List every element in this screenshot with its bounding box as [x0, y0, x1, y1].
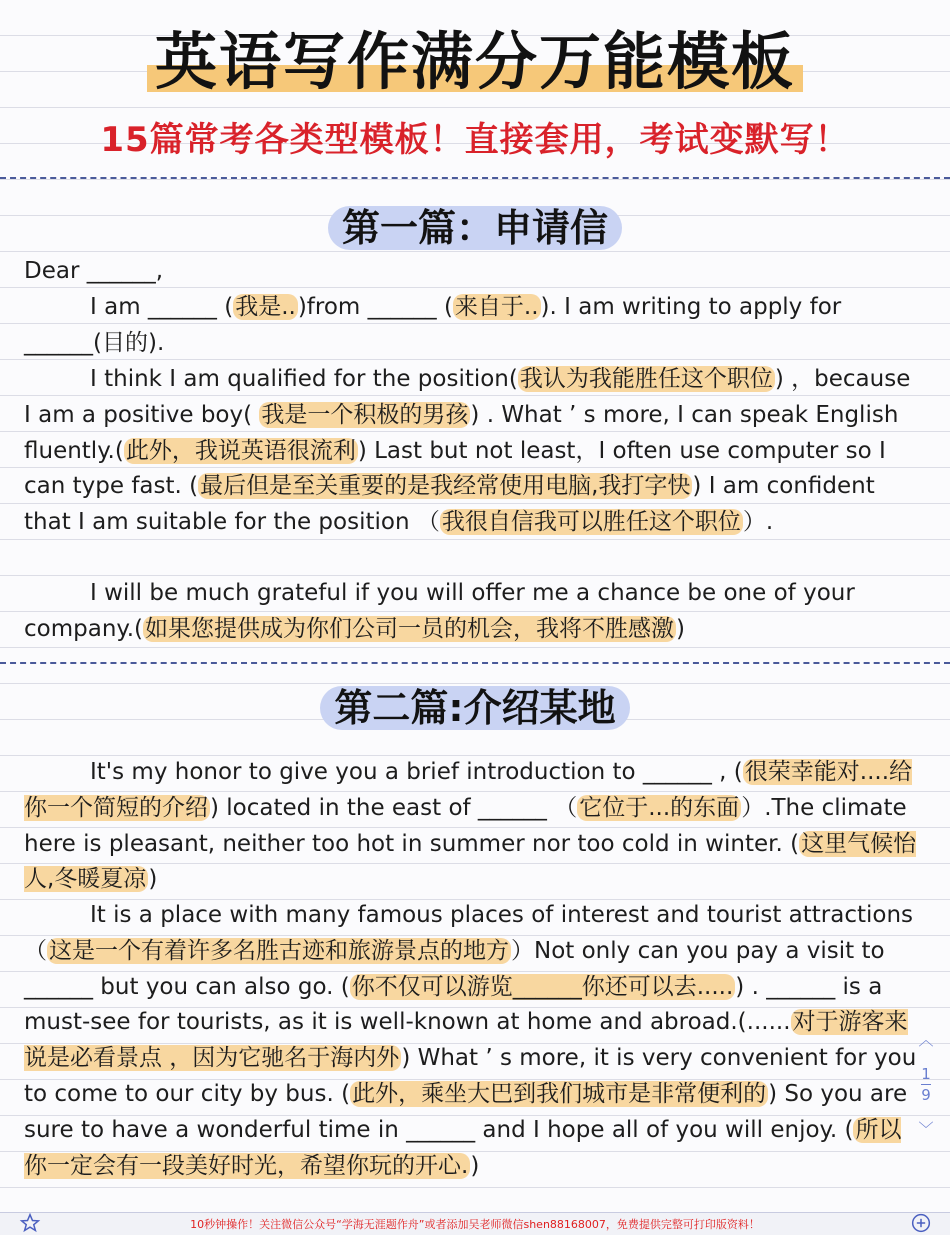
- next-page-button[interactable]: ﹀: [918, 1120, 934, 1138]
- footer-notice: 10秒钟操作！关注微信公众号“学海无涯题作舟”或者添加吴老师微信shen88168007，免费提供完整可打印版资料！: [190, 1218, 760, 1231]
- section-1-title-text: 第一篇：申请信: [328, 206, 622, 250]
- current-page-number: 1: [921, 1065, 931, 1083]
- previous-page-button[interactable]: ︿: [918, 1031, 934, 1049]
- page-subtitle: 15篇常考各类型模板！直接套用，考试变默写！: [100, 120, 850, 160]
- section-divider: [0, 177, 950, 179]
- section-2-title: [0, 677, 950, 732]
- section-2-paragraph-2: It is a place with many famous places of interest and tourist attractions （这是一个有着许多名胜古迹和旅游景点的地方）Not only can you pay a visit to ______ but you can also go. (你不仅可以游览______你还可以去.....) . ______ is a must-see for tourists, as it is well-known at home and abroad.(......对于游客来说是必看景点 ，因为它驰名于海内外) What ’ s more, it is very convenient for you to come to our city by bus. (此外，乘坐大巴到我们城市是非常便利的) So you are sure to have a wonderful time in ______ and I hope all of you will enjoy. (所以你一定会有一段美好时光，希望你玩的开心.): [24, 902, 917, 1179]
- page-title: [0, 12, 950, 101]
- page-navigator: [916, 1030, 936, 1139]
- star-icon[interactable]: [18, 1213, 42, 1233]
- section-2-title-text: 第二篇:介绍某地: [320, 686, 629, 730]
- total-page-number: 9: [921, 1086, 931, 1104]
- section-1-paragraph-3: I will be much grateful if you will offer me a chance be one of your company.(如果您提供成为你们公司一员的机会，我将不胜感激): [24, 580, 855, 642]
- section-2-paragraph-1: It's my honor to give you a brief introduction to ______ , (很荣幸能对....给你一个简短的介绍) located in the east of ______ （它位于...的东面）.The climate here is pleasant, neither too hot in summer nor too cold in winter. (这里气候怡人,冬暖夏凉): [24, 759, 917, 893]
- page-title-text: 英语写作满分万能模板: [147, 25, 803, 98]
- add-icon[interactable]: [910, 1213, 932, 1233]
- section-1-title: [0, 197, 950, 252]
- section-1-paragraph-1: I am ______ (我是..)from ______ (来自于..). I am writing to apply for ______(目的).: [24, 294, 842, 356]
- section-1-salutation: Dear ______,: [24, 258, 164, 284]
- section-divider: [0, 662, 950, 664]
- section-1-paragraph-2: I think I am qualified for the position(我认为我能胜任这个职位) ，because I am a positive boy( 我是一个积极的男孩) . What ’ s more, I can speak English fluently.(此外，我说英语很流利) Last but not least，I often use computer so I can type fast. (最后但是至关重要的是我经常使用电脑,我打字快) I am confident that I am suitable for the position （我很自信我可以胜任这个职位）.: [24, 366, 911, 536]
